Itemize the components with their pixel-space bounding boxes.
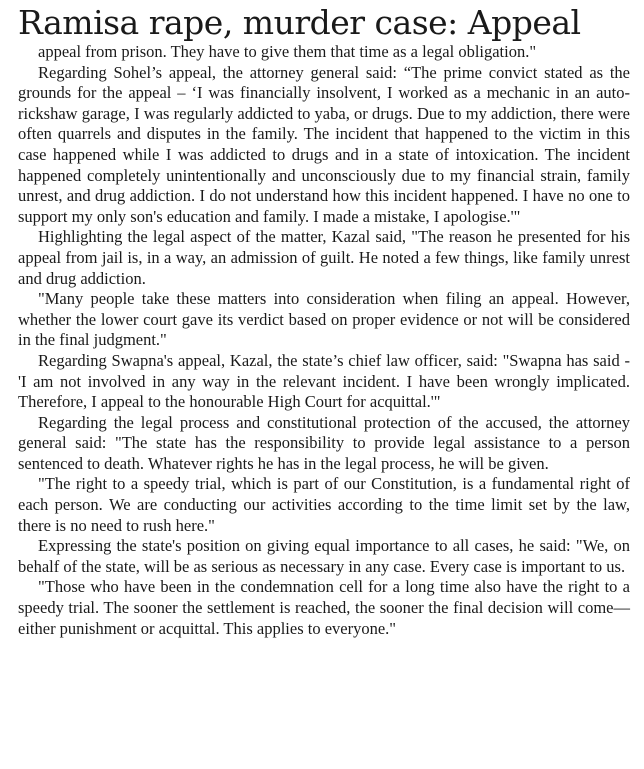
article-paragraph: appeal from prison. They have to give them that time as a legal obligation." xyxy=(38,42,537,61)
headline: Ramisa rape, murder case: Appeal xyxy=(18,3,581,42)
article-paragraph: "The right to a speedy trial, which is part of our Constitution, is a fundamental right of each person. We are conducting our activities according to the time limit set by the law, there is no need to rush here." xyxy=(18,474,630,535)
article-paragraph: Expressing the state's position on giving equal importance to all cases, he said: "We, on behalf of the state, will be as serious as necessary in any case. Every case is important to us. xyxy=(18,536,630,576)
article-body xyxy=(18,42,630,639)
article-paragraph: Regarding Swapna's appeal, Kazal, the state’s chief law officer, said: "Swapna has said - 'I am not involved in any way in the relevant incident. I have been wrongly implicated. Therefore, I appeal to the honourable High Court for acquittal.'" xyxy=(18,350,630,412)
article-paragraph: "Those who have been in the condemnation cell for a long time also have the right to a speedy trial. The sooner the settlement is reached, the sooner the final decision will come—either punishment or acquittal. This applies to everyone." xyxy=(18,577,630,638)
article-paragraph: Regarding the legal process and constitutional protection of the accused, the attorney general said: "The state has the responsibility to provide legal assistance to a person sentenced to death. Whatever rights he has in the legal process, he will be given. xyxy=(18,412,630,473)
article-paragraph: Regarding Sohel’s appeal, the attorney general said: “The prime convict stated as the grounds for the appeal – ‘I was financially insolvent, I worked as a mechanic in an auto-rickshaw garage, I was regularly addicted to yaba, or drugs. Due to my addiction, there were often quarrels and disputes in the family. The incident that happened to the victim in this case happened while I was addicted to drugs and in a state of intoxication. The incident happened completely unintentionally and unconsciously due to my financial strain, family unrest, and drug addiction. I do not understand how this incident happened. I have no one to support my only son's education and family. I made a mistake, I apologise.'" xyxy=(18,62,630,226)
article-paragraph: Highlighting the legal aspect of the matter, Kazal said, "The reason he presented for his appeal from jail is, in a way, an admission of guilt. He noted a few things, like family unrest and drug addiction. xyxy=(18,227,630,288)
article-paragraph: "Many people take these matters into consideration when filing an appeal. However, whether the lower court gave its verdict based on proper evidence or not will be considered in the final judgment." xyxy=(18,289,630,350)
